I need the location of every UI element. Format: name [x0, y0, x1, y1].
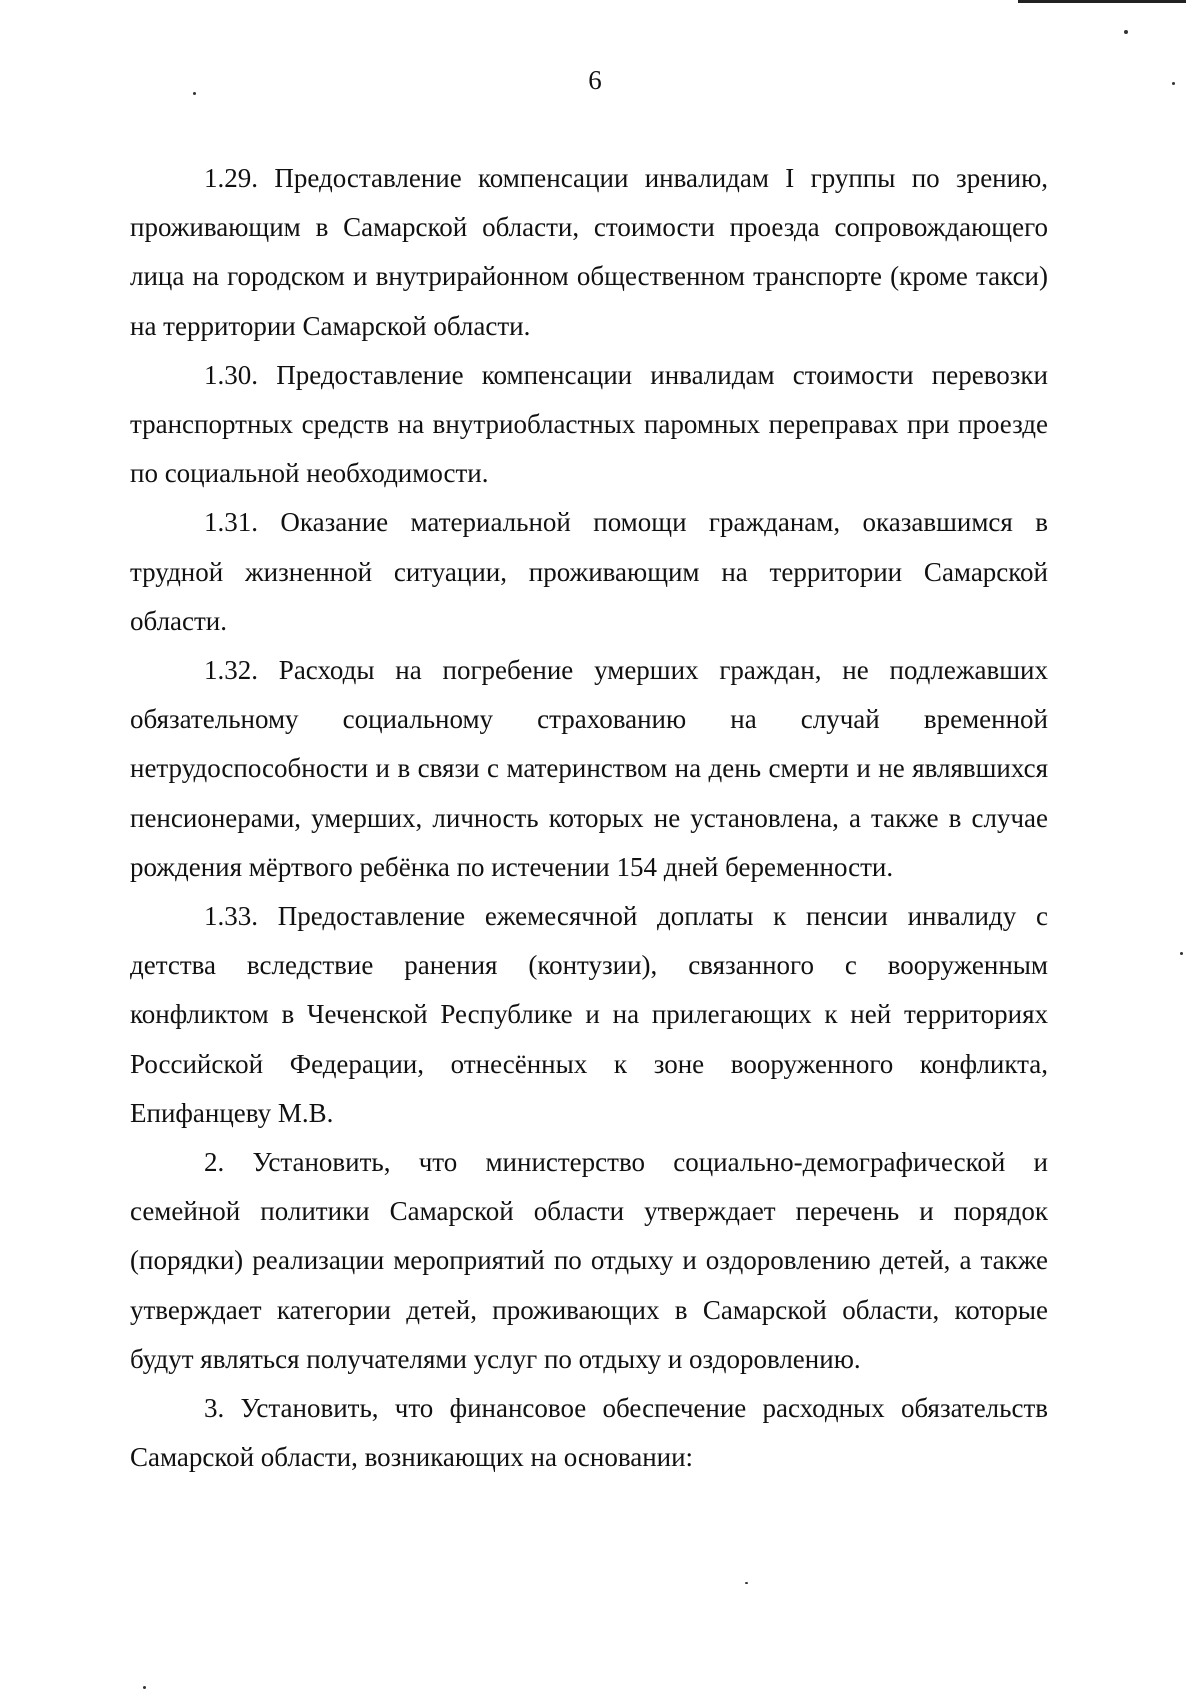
paragraph-3: 3. Установить, что финансовое обеспечение расходных обязательств Самарской области, возникающих на основании: — [130, 1393, 1048, 1473]
scan-speck — [1124, 30, 1128, 34]
scan-speck — [745, 1582, 748, 1584]
page-number: 6 — [588, 65, 602, 95]
scan-edge-rule — [1018, 0, 1186, 3]
document-body — [130, 154, 1048, 1482]
scan-speck — [1180, 952, 1183, 955]
paragraph-2: 2. Установить, что министерство социально-демографической и семейной политики Самарской области утверждает перечень и порядок (порядки) реализации мероприятий по отдыху и оздоровлению детей, а также утверждает категории детей, проживающих в Самарской области, которые будут являться получателями услуг по отдыху и оздоровлению. — [130, 1147, 1048, 1374]
paragraph-1-29: 1.29. Предоставление компенсации инвалидам I группы по зрению, проживающим в Самарской области, стоимости проезда сопровождающего лица на городском и внутрирайонном общественном транспорте (кроме такси) на территории Самарской области. — [130, 163, 1048, 341]
paragraph-1-30: 1.30. Предоставление компенсации инвалидам стоимости перевозки транспортных средств на внутриобластных паромных переправах при проезде по социальной необходимости. — [130, 359, 1048, 489]
paragraph-1-32: 1.32. Расходы на погребение умерших граждан, не подлежавших обязательному социальному страхованию на случай временной нетрудоспособности и в связи с материнством на день смерти и не являвшихся пенсионерами, умерших, личность которых не установлена, а также в случае рождения мёртвого ребёнка по истечении 154 дней беременности. — [130, 655, 1048, 882]
scan-speck — [143, 1686, 146, 1689]
paragraph-1-31: 1.31. Оказание материальной помощи гражданам, оказавшимся в трудной жизненной ситуации, проживающим на территории Самарской области. — [130, 507, 1048, 636]
paragraph-1-33: 1.33. Предоставление ежемесячной доплаты к пенсии инвалиду с детства вследствие ранения (контузии), связанного с вооруженным конфликтом в Чеченской Республике и на прилегающих к ней территориях Российской Федерации, отнесённых к зоне вооруженного конфликта, Епифанцеву М.В. — [130, 901, 1048, 1128]
